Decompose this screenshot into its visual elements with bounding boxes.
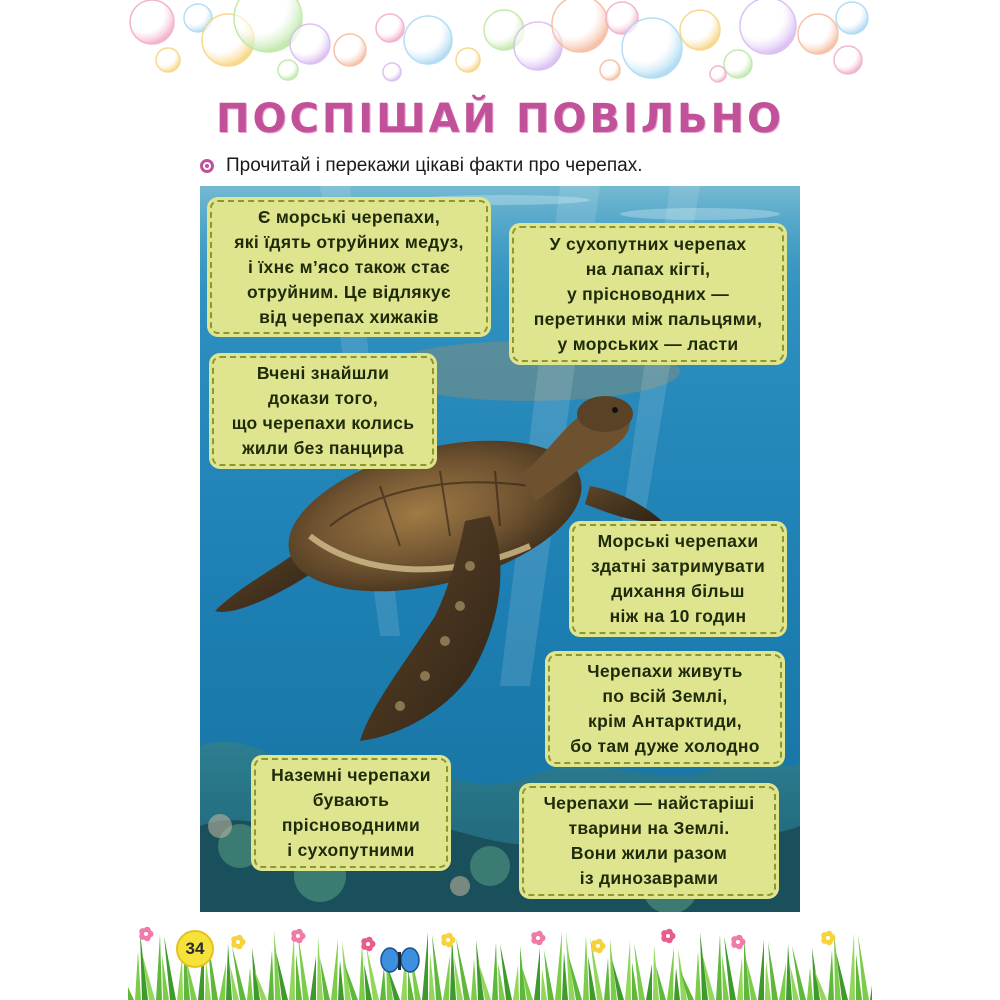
grass-blade — [513, 965, 519, 1000]
bubble-icon — [600, 60, 620, 80]
flower-icon — [591, 939, 605, 954]
grass-blade — [625, 941, 631, 1000]
bubble-icon — [710, 66, 726, 82]
grass-blade — [128, 970, 134, 1000]
grass-blade — [422, 932, 428, 1000]
flower-icon — [531, 931, 545, 946]
grass-border-decoration — [128, 922, 872, 1000]
bubble-icon — [622, 18, 682, 78]
fact-text: Наземні черепахи бувають прісноводними і сухопутними — [271, 765, 431, 860]
grass-blade — [779, 963, 786, 1000]
grass-blade — [443, 955, 450, 1000]
bubble-icon — [724, 50, 752, 78]
grass-blade — [834, 931, 841, 1000]
fact-text: У сухопутних черепах на лапах кігті, у прісноводних — перетинки між пальцями, у морських — ласти — [533, 233, 763, 354]
grass-blade — [562, 952, 568, 1000]
grass-blade — [359, 943, 365, 1000]
flower-icon — [291, 929, 305, 944]
bubble-icon — [130, 0, 174, 44]
grass-blade — [695, 951, 701, 1000]
grass-blade — [331, 939, 338, 1000]
bubble-icon — [383, 63, 401, 81]
bubble-icon — [334, 34, 366, 66]
flower-icon — [361, 937, 375, 952]
grass-blade — [646, 964, 652, 1000]
grass-blade — [135, 951, 141, 1000]
bullet-circle-icon — [200, 159, 214, 173]
bubble-icon — [798, 14, 838, 54]
flower-icon — [231, 935, 245, 950]
grass-blade — [807, 967, 813, 1000]
grass-blade — [219, 963, 226, 1000]
fact-text: Є морські черепахи, які їдять отруйних медуз, і їхнє м’ясо також стає отруйним. Це відлякує від черепах хижаків — [234, 206, 464, 327]
grass-blade — [310, 956, 316, 1000]
bubble-icon — [456, 48, 480, 72]
bubble-icon — [376, 14, 404, 42]
instruction-text: Прочитай і перекажи цікаві факти про черепах. — [226, 155, 643, 176]
grass-blade — [604, 958, 610, 1000]
grass-blade — [268, 950, 274, 1000]
fact-card — [212, 356, 434, 466]
grass-blade — [744, 938, 750, 1000]
fact-card — [572, 524, 784, 634]
bubble-icon — [834, 46, 862, 74]
bubble-icon — [156, 48, 180, 72]
grass-blade — [156, 934, 162, 1000]
page-title: ПОСПІШАЙ ПОВІЛЬНО — [215, 96, 784, 142]
bubble-icon — [278, 60, 298, 80]
grass-blade — [274, 931, 281, 1000]
instruction-line — [200, 150, 800, 182]
grass-blade — [555, 931, 562, 1000]
grass-blade — [534, 948, 540, 1000]
grass-blade — [289, 933, 295, 1000]
grass-blade — [667, 947, 674, 1000]
flower-icon — [441, 933, 455, 948]
grass-blade — [849, 933, 855, 1000]
flower-icon — [731, 935, 745, 950]
page-number: 34 — [176, 930, 214, 968]
fact-card — [522, 786, 776, 896]
butterfly-icon — [381, 948, 419, 972]
fact-text: Черепахи — найстаріші тварини на Землі. Вони жили разом із динозаврами — [543, 793, 755, 888]
bubble-icon — [404, 16, 452, 64]
grass-blade — [380, 966, 386, 1000]
bubble-icon — [836, 2, 868, 34]
grass-blade — [247, 967, 253, 1000]
grass-blade — [758, 940, 764, 1000]
fact-text: Вчені знайшли докази того, що черепахи колись жили без панцира — [231, 363, 415, 458]
fact-text: Черепахи живуть по всій Землі, крім Антарктиди, бо там дуже холодно — [570, 661, 760, 756]
flower-icon — [661, 929, 675, 944]
bubble-icon — [680, 10, 720, 50]
fact-card — [210, 200, 488, 334]
grass-blade — [716, 934, 722, 1000]
grass-blade — [471, 959, 477, 1000]
grass-blade — [678, 949, 687, 1000]
grass-blade — [674, 968, 680, 1000]
bubble-icon — [552, 0, 608, 52]
grass-blade — [653, 945, 659, 1000]
bubble-border-decoration — [128, 0, 872, 90]
grass-blade — [828, 950, 834, 1000]
fact-card — [512, 226, 784, 362]
fact-card — [548, 654, 782, 764]
grass-blade — [583, 935, 589, 1000]
grass-blade — [870, 956, 872, 1000]
grass-blade — [737, 957, 743, 1000]
grass-blade — [338, 960, 344, 1000]
flower-icon — [139, 927, 153, 942]
bubble-icon — [740, 0, 796, 54]
fact-card — [254, 758, 448, 868]
fact-text: Морські черепахи здатні затримувати дихання більш ніж на 10 годин — [590, 531, 766, 626]
grass-blade — [492, 942, 498, 1000]
flower-icon — [821, 931, 835, 946]
bubble-icon — [290, 24, 330, 64]
